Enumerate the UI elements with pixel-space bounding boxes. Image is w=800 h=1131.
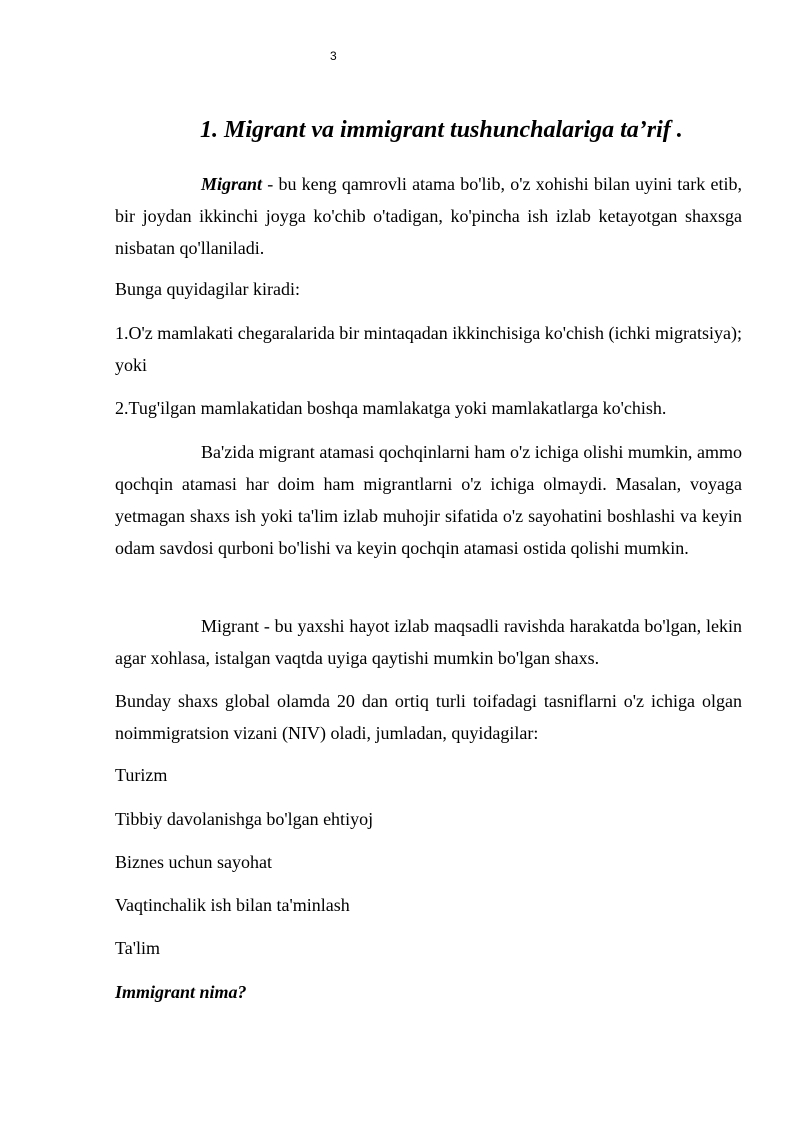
includes-item-international: 2.Tug'ilgan mamlakatidan boshqa mamlakatga yoki mamlakatlarga ko'chish. bbox=[115, 398, 667, 418]
migrant-term: Migrant bbox=[201, 174, 263, 194]
visa-type-item: Ta'lim bbox=[115, 938, 160, 958]
includes-item-internal: 1.O'z mamlakati chegaralarida bir mintaqadan ikkinchisiga ko'chish (ichki migratsiya); yoki bbox=[115, 323, 742, 375]
migrant-definition-paragraph bbox=[115, 168, 742, 264]
visa-paragraph: Bunday shaxs global olamda 20 dan ortiq turli toifadagi tasniflarni o'z ichiga olgan noimmigratsion vizani (NIV) oladi, jumladan, quyidagilar: bbox=[115, 691, 742, 743]
visa-type-item: Turizm bbox=[115, 765, 168, 785]
visa-type-item: Vaqtinchalik ish bilan ta'minlash bbox=[115, 895, 350, 915]
refugee-paragraph: Ba'zida migrant atamasi qochqinlarni ham o'z ichiga olishi mumkin, ammo qochqin atamasi har doim ham migrantlarni o'z ichiga olmaydi. Masalan, voyaga yetmagan shaxs ish yoki ta'lim izlab muhojir sifatida o'z sayohatini boshlashi va keyin odam savdosi qurboni bo'lishi va keyin qochqin atamasi ostida qolishi mumkin. bbox=[115, 442, 742, 558]
visa-type-item: Tibbiy davolanishga bo'lgan ehtiyoj bbox=[115, 809, 374, 829]
visa-type-item: Biznes uchun sayohat bbox=[115, 852, 272, 872]
includes-intro: Bunga quyidagilar kiradi: bbox=[115, 279, 300, 299]
migrant-definition-text: - bu keng qamrovli atama bo'lib, o'z xohishi bilan uyini tark etib, bir joydan ikkinchi joyga ko'chib o'tadigan, ko'pincha ish izlab ketayotgan shaxsga nisbatan qo'llaniladi. bbox=[115, 174, 742, 258]
section-heading: 1. Migrant va immigrant tushunchalariga ta’rif . bbox=[200, 117, 683, 143]
immigrant-subheading: Immigrant nima? bbox=[115, 982, 247, 1002]
better-life-paragraph: Migrant - bu yaxshi hayot izlab maqsadli ravishda harakatda bo'lgan, lekin agar xohlasa, istalgan vaqtda uyiga qaytishi mumkin bo'lgan shaxs. bbox=[115, 616, 742, 668]
page-number: 3 bbox=[330, 49, 337, 63]
